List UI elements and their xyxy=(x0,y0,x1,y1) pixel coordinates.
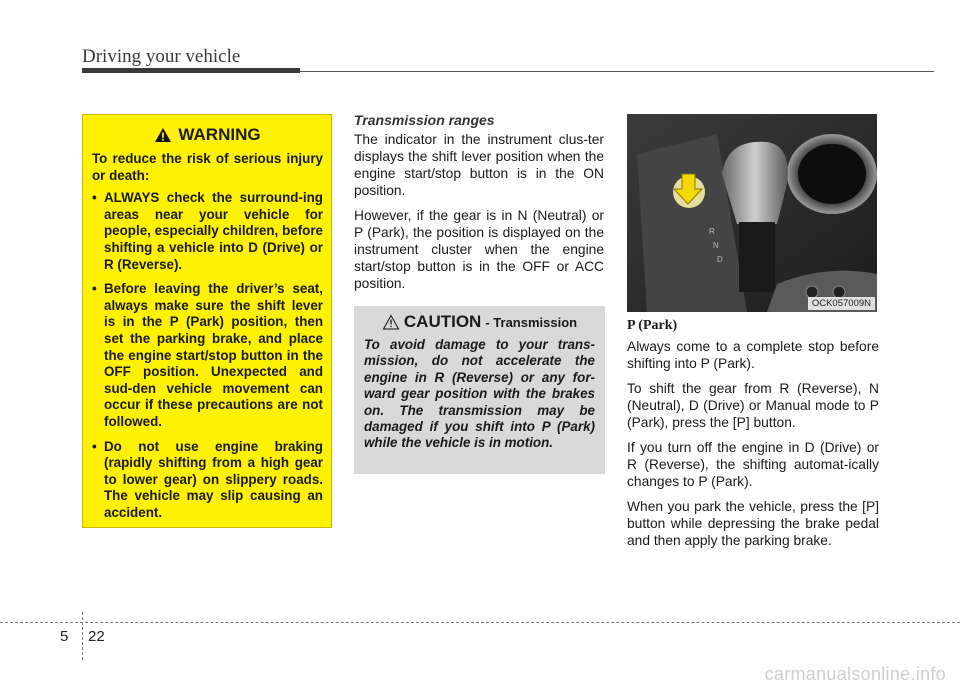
warning-bullet: • Before leaving the driver’s seat, always make sure the shift lever is in the P (Park) position, then set the parking brake, and place the engine start/stop button in the OFF position. Unexpected and sud-den vehicle movement can occur if these precautions are not followed. xyxy=(92,281,323,429)
page-number: 22 xyxy=(88,628,105,645)
caution-heading xyxy=(364,312,595,332)
caution-text: To avoid damage to your trans-mission, do not accelerate the engine in R (Reverse) or any for-ward gear position with the brakes on. The transmission may be damaged if you shift into P (Park) while the vehicle is in motion. xyxy=(364,337,595,451)
caution-heading-text: CAUTION xyxy=(403,312,482,331)
park-paragraph: When you park the vehicle, press the [P] button while depressing the brake pedal and then apply the parking brake. xyxy=(627,499,879,548)
park-paragraph: To shift the gear from R (Reverse), N (Neutral), D (Drive) or Manual mode to P (Park), press the [P] button. xyxy=(627,381,879,430)
caution-subheading: - Transmission xyxy=(485,315,578,330)
footer-rule xyxy=(0,622,960,623)
warning-heading xyxy=(92,125,323,145)
warning-heading-text: WARNING xyxy=(178,125,261,144)
page-header-title: Driving your vehicle xyxy=(82,46,241,67)
park-paragraph: Always come to a complete stop before shifting into P (Park). xyxy=(627,339,879,371)
park-section xyxy=(627,318,879,557)
warning-triangle-icon xyxy=(154,127,172,143)
transmission-paragraph: However, if the gear is in N (Neutral) or P (Park), the position is displayed on the instrument cluster when the engine start/stop button is in the OFF or ACC position. xyxy=(354,208,604,291)
photo-code: OCK057009N xyxy=(808,297,875,310)
transmission-paragraph: The indicator in the instrument clus-ter displays the shift lever position when the engine start/stop button is in the ON position. xyxy=(354,132,604,198)
svg-text:R: R xyxy=(709,227,715,236)
transmission-heading: Transmission ranges xyxy=(354,112,495,128)
caution-triangle-icon xyxy=(382,314,400,330)
warning-bullet: • ALWAYS check the surround-ing areas near your vehicle for people, especially children, before shifting a vehicle into D (Drive) or R (Reverse). xyxy=(92,190,323,272)
warning-bullet: • Do not use engine braking (rapidly shifting from a high gear to lower gear) on slippery roads. The vehicle may slip causing an accident. xyxy=(92,438,323,520)
shift-lever-illustration xyxy=(627,114,877,312)
park-heading: P (Park) xyxy=(627,318,678,333)
watermark: carmanualsonline.info xyxy=(764,664,946,684)
shift-lever-photo xyxy=(627,114,877,312)
caution-box xyxy=(354,306,605,474)
transmission-section xyxy=(354,112,604,300)
park-paragraph: If you turn off the engine in D (Drive) or R (Reverse), the shifting automat-ically changes to P (Park). xyxy=(627,440,879,489)
warning-intro: To reduce the risk of serious injury or death: xyxy=(92,151,323,183)
header-rule-accent xyxy=(82,68,300,73)
warning-list xyxy=(92,190,323,521)
footer-divider xyxy=(82,612,83,660)
warning-box xyxy=(82,114,332,528)
svg-text:N: N xyxy=(713,241,719,250)
svg-text:D: D xyxy=(717,255,723,264)
page-chapter: 5 xyxy=(60,628,69,645)
